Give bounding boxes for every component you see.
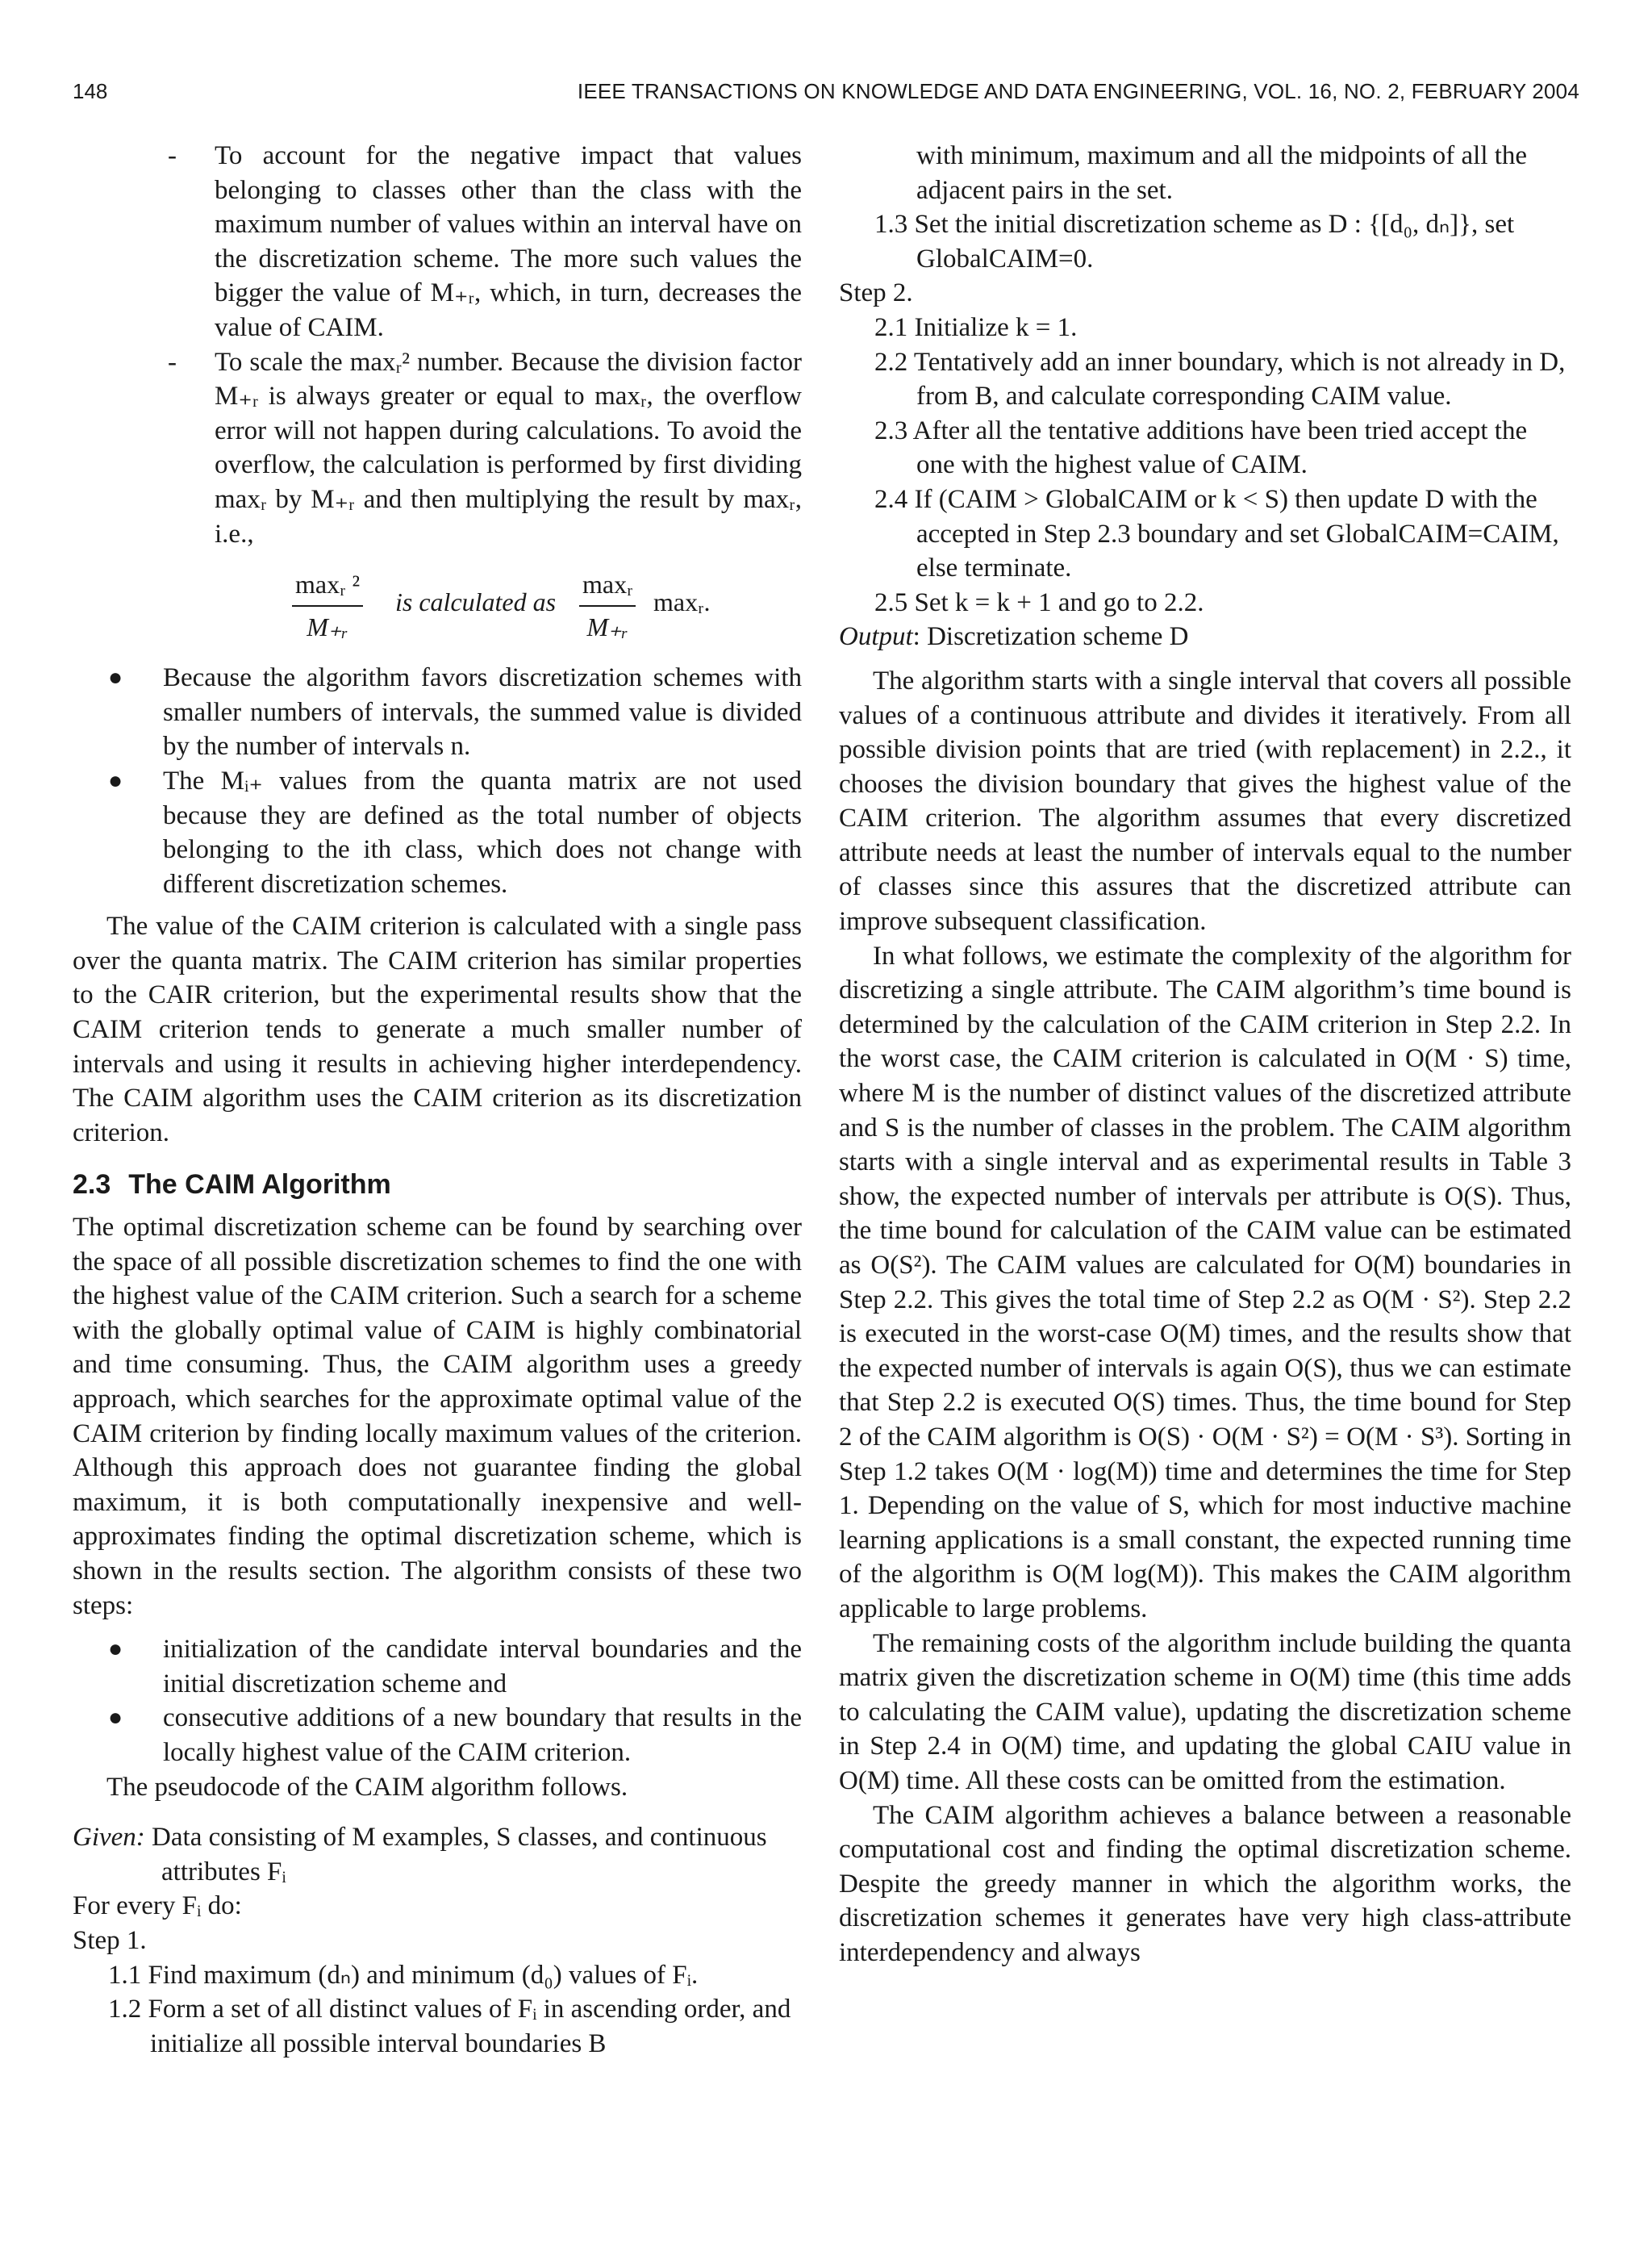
- bullet-item: ● initialization of the candidate interval boundaries and the initial discretization scheme and: [108, 1635, 802, 1698]
- pseudocode-step1-3: 1.3 Set the initial discretization scheme as D : {[d₀, dₙ]}, set GlobalCAIM=0.: [874, 210, 1515, 274]
- pseudocode-step1-1: 1.1 Find maximum (dₙ) and minimum (d₀) values of Fᵢ.: [108, 1960, 699, 1990]
- paragraph: The pseudocode of the CAIM algorithm follows.: [106, 1772, 628, 1802]
- paragraph: The optimal discretization scheme can be found by searching over the space of all possible discretization schemes to find the one with the highest value of the CAIM criterion. Such a search for a scheme with the globally optimal value of CAIM is highly combinatorial and time consuming. Thus, the CAIM algorithm uses a greedy approach, which searches for the approximate optimal value of the CAIM criterion by finding locally maximum values of the criterion. Although this approach does not guarantee finding the global maximum, it is both computationally inexpensive and well-approximates finding the optimal discretization scheme, which is shown in the results section. The algorithm consists of these two steps:: [73, 1213, 802, 1620]
- running-header: [73, 79, 1579, 111]
- formula-middle-text: is calculated as: [395, 587, 557, 617]
- paragraph: In what follows, we estimate the complexity of the algorithm for discretizing a single attribute. The CAIM algorithm’s time bound is determined by the calculation of the CAIM criterion in Step 2.2. In the worst case, the CAIM criterion is calculated in O(M · S) time, where M is the number of distinct values of the discretized attribute and S is the number of classes in the problem. The CAIM algorithm starts with a single interval and as experimental results in Table 3 show, the expected number of intervals per attribute is O(S). Thus, the time bound for calculation of the CAIM value can be estimated as O(S²). The CAIM values are calculated for O(M) boundaries in Step 2.2. This gives the total time of Step 2.2 as O(M · S²). Step 2.2 is executed in the worst-case O(M) times, and the results show that the expected number of intervals is again O(S), thus we can estimate that Step 2.2 is executed O(S) times. Thus, the time bound for Step 2 of the CAIM algorithm is O(S) · O(M · S²) = O(M · S³). Sorting in Step 1.2 takes O(M · log(M)) time and determines the time for Step 1. Depending on the value of S, which for most inductive machine learning applications is a small constant, the expected running time of the algorithm is O(M log(M)). This makes the CAIM algorithm applicable to large problems.: [839, 941, 1571, 1623]
- formula-tail: maxᵣ.: [653, 587, 711, 617]
- pseudocode-step1: Step 1.: [73, 1925, 147, 1955]
- pseudocode-step2-5: 2.5 Set k = k + 1 and go to 2.2.: [874, 587, 1204, 617]
- paragraph: The remaining costs of the algorithm include building the quanta matrix given the discretization scheme in O(M) time (this time adds to calculating the CAIM value), updating the discretization scheme in Step 2.4 in O(M) time, and updating the global CAIU value in O(M) time. All these costs can be omitted from the estimation.: [839, 1628, 1571, 1795]
- pseudocode-step2-3: 2.3 After all the tentative additions have been tried accept the one with the highest value of CAIM.: [874, 416, 1528, 480]
- pseudocode-step1-2-cont: with minimum, maximum and all the midpoints of all the adjacent pairs in the set.: [916, 141, 1528, 205]
- bullet-item: ● The Mᵢ₊ values from the quanta matrix are not used because they are defined as the total number of objects belonging to the ith class, which does not change with different discretization schemes.: [108, 766, 802, 899]
- section-heading: [73, 1168, 802, 1202]
- section-number: 2.3: [73, 1169, 111, 1201]
- pseudocode-given: Given: Data consisting of M examples, S classes, and continuous attributes Fᵢ: [73, 1823, 767, 1886]
- pseudocode-step2: Step 2.: [839, 278, 913, 308]
- scaling-formula: [73, 562, 802, 646]
- right-column: [839, 139, 1571, 1970]
- paragraph: The algorithm starts with a single interval that covers all possible values of a continuous attribute and divides it iteratively. From all possible division points that are tried (with replacement) in 2.2., it chooses the division boundary that gives the highest value of the CAIM criterion. The algorithm assumes that every discretized attribute needs at least the number of intervals equal to the number of classes since this assures that the discretized attribute can improve subsequent classification.: [839, 666, 1571, 937]
- journal-title: IEEE TRANSACTIONS ON KNOWLEDGE AND DATA ENGINEERING, VOL. 16, NO. 2, FEBRUARY 2004: [577, 79, 1579, 103]
- formula-rhs-fraction: maxᵣ M₊ᵣ: [579, 567, 636, 644]
- pseudocode-for-every: For every Fᵢ do:: [73, 1891, 242, 1921]
- bullet-item: ● consecutive additions of a new boundary that results in the locally highest value of the CAIM criterion.: [108, 1703, 802, 1767]
- dash-item: - To account for the negative impact that values belonging to classes other than the class with the maximum number of values within an interval have on the discretization scheme. The more such values the bigger the value of M₊ᵣ, which, in turn, decreases the value of CAIM.: [168, 141, 802, 342]
- section-title: The CAIM Algorithm: [128, 1169, 391, 1201]
- bullet-item: ● Because the algorithm favors discretization schemes with smaller numbers of intervals, the summed value is divided by the number of intervals n.: [108, 663, 802, 762]
- left-column: [73, 139, 802, 2061]
- paragraph: The CAIM algorithm achieves a balance between a reasonable computational cost and finding the optimal discretization scheme. Despite the greedy manner in which the algorithm works, the discretization schemes it generates have very high class-attribute interdependency and always: [839, 1800, 1571, 1967]
- pseudocode-step1-2: 1.2 Form a set of all distinct values of Fᵢ in ascending order, and initialize all possible interval boundaries B: [108, 1995, 791, 2058]
- formula-lhs-fraction: maxᵣ ² M₊ᵣ: [292, 567, 363, 644]
- paragraph: The value of the CAIM criterion is calculated with a single pass over the quanta matrix. The CAIM criterion has similar properties to the CAIR criterion, but the experimental results show that the CAIM criterion tends to generate a much smaller number of intervals and using it results in achieving higher interdependency. The CAIM algorithm uses the CAIM criterion as its discretization criterion.: [73, 912, 802, 1147]
- pseudocode-step2-4: 2.4 If (CAIM > GlobalCAIM or k < S) then update D with the accepted in Step 2.3 boundary and set GlobalCAIM=CAIM, else terminate.: [874, 484, 1559, 583]
- pseudocode-output: Output: Discretization scheme D: [839, 622, 1189, 652]
- pseudocode-step2-1: 2.1 Initialize k = 1.: [874, 312, 1078, 342]
- page-number: 148: [73, 79, 108, 103]
- pseudocode-step2-2: 2.2 Tentatively add an inner boundary, which is not already in D, from B, and calculate corresponding CAIM value.: [874, 347, 1566, 412]
- dash-item: - To scale the maxᵣ² number. Because the division factor M₊ᵣ is always greater or equal to maxᵣ, the overflow error will not happen during calculations. To avoid the overflow, the calculation is performed by first dividing maxᵣ by M₊ᵣ and then multiplying the result by maxᵣ, i.e.,: [168, 347, 802, 549]
